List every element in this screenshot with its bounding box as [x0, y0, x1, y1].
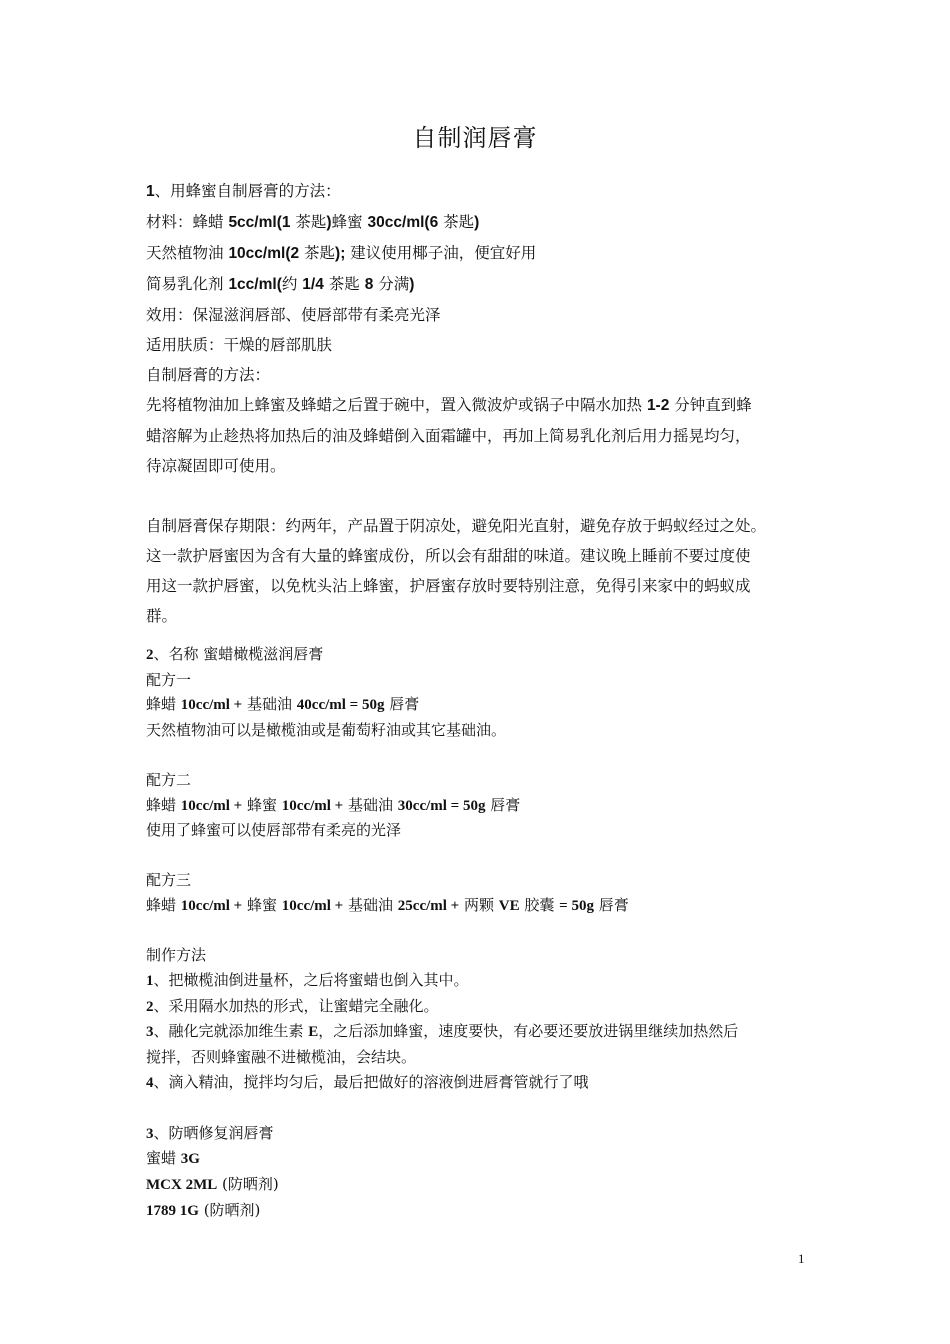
method-text: 待凉凝固即可使用。	[146, 457, 286, 475]
formula-line: 蜂蜡 10cc/ml + 基础油 40cc/ml = 50g 唇膏	[146, 695, 420, 714]
section-2	[146, 642, 816, 1223]
formula-heading: 配方三	[146, 870, 192, 889]
section-heading: 2、名称 蜜蜡橄榄滋润唇膏	[146, 645, 324, 663]
procedure-step: 2、采用隔水加热的形式，让蜜蜡完全融化。	[146, 996, 439, 1015]
formula-note: 使用了蜂蜜可以使唇部带有柔亮的光泽	[146, 821, 402, 840]
formula-line: 蜂蜡 10cc/ml + 蜂蜜 10cc/ml + 基础油 30cc/ml = 50g 唇膏	[146, 795, 521, 814]
formula-heading: 配方一	[146, 670, 192, 689]
procedure-step: 1、把橄榄油倒进量杯，之后将蜜蜡也倒入其中。	[146, 971, 469, 990]
materials-line: 材料：蜂蜡 5cc/ml(1 茶匙)蜂蜜 30cc/ml(6 茶匙)	[146, 213, 480, 231]
spacer	[146, 743, 816, 768]
procedure-step: 3、融化完就添加维生素 E，之后添加蜂蜜，速度要快，有必要还要放进锅里继续加热然后	[146, 1022, 739, 1041]
method-heading: 自制唇膏的方法：	[146, 366, 271, 384]
spacer	[146, 481, 816, 511]
skin-type-line: 适用肤质：干燥的唇部肌肤	[146, 336, 333, 354]
spacer	[146, 1096, 816, 1121]
method-text: 蜡溶解为止趁热将加热后的油及蜂蜡倒入面霜罐中，再加上简易乳化剂后用力摇晃均匀，	[146, 427, 751, 445]
formula-note: 天然植物油可以是橄榄油或是葡萄籽油或其它基础油。	[146, 721, 507, 740]
storage-text: 自制唇膏保存期限：约两年，产品置于阴凉处，避免阳光直射，避免存放于蚂蚁经过之处。	[146, 517, 767, 535]
procedure-step-continued: 搅拌，否则蜂蜜融不进橄榄油，会结块。	[146, 1048, 417, 1067]
ingredient-line: 1789 1G (防晒剂)	[146, 1200, 261, 1219]
effect-line: 效用：保湿滋润唇部、使唇部带有柔亮光泽	[146, 306, 441, 324]
oil-line: 天然植物油 10cc/ml(2 茶匙); 建议使用椰子油，便宜好用	[146, 244, 537, 262]
emulsifier-line: 简易乳化剂 1cc/ml(约 1/4 茶匙 8 分满)	[146, 275, 415, 293]
section-heading: 3、防晒修复润唇膏	[146, 1123, 274, 1142]
storage-text: 用这一款护唇蜜，以免枕头沾上蜂蜜，护唇蜜存放时要特别注意，免得引来家中的蚂蚁成	[146, 577, 751, 595]
spacer	[146, 843, 816, 868]
formula-line: 蜂蜡 10cc/ml + 蜂蜜 10cc/ml + 基础油 25cc/ml + 两颗 VE 胶囊 = 50g 唇膏	[146, 895, 629, 914]
page-number: 1	[798, 1251, 805, 1266]
procedure-step: 4、滴入精油，搅拌均匀后，最后把做好的溶液倒进唇膏管就行了哦	[146, 1072, 589, 1091]
ingredient-line: MCX 2ML (防晒剂)	[146, 1174, 279, 1193]
storage-text: 群。	[146, 607, 178, 625]
ingredient-line: 蜜蜡 3G	[146, 1149, 200, 1168]
section-1	[146, 176, 816, 631]
procedure-heading: 制作方法	[146, 946, 207, 965]
formula-heading: 配方二	[146, 770, 192, 789]
section-heading: 1、用蜂蜜自制唇膏的方法：	[146, 182, 341, 200]
spacer	[146, 918, 816, 943]
method-text: 先将植物油加上蜂蜜及蜂蜡之后置于碗中，置入微波炉或锅子中隔水加热 1-2 分钟直到蜂	[146, 396, 752, 414]
storage-text: 这一款护唇蜜因为含有大量的蜂蜜成份，所以会有甜甜的味道。建议晚上睡前不要过度使	[146, 547, 751, 565]
document-title: 自制润唇膏	[412, 124, 538, 152]
